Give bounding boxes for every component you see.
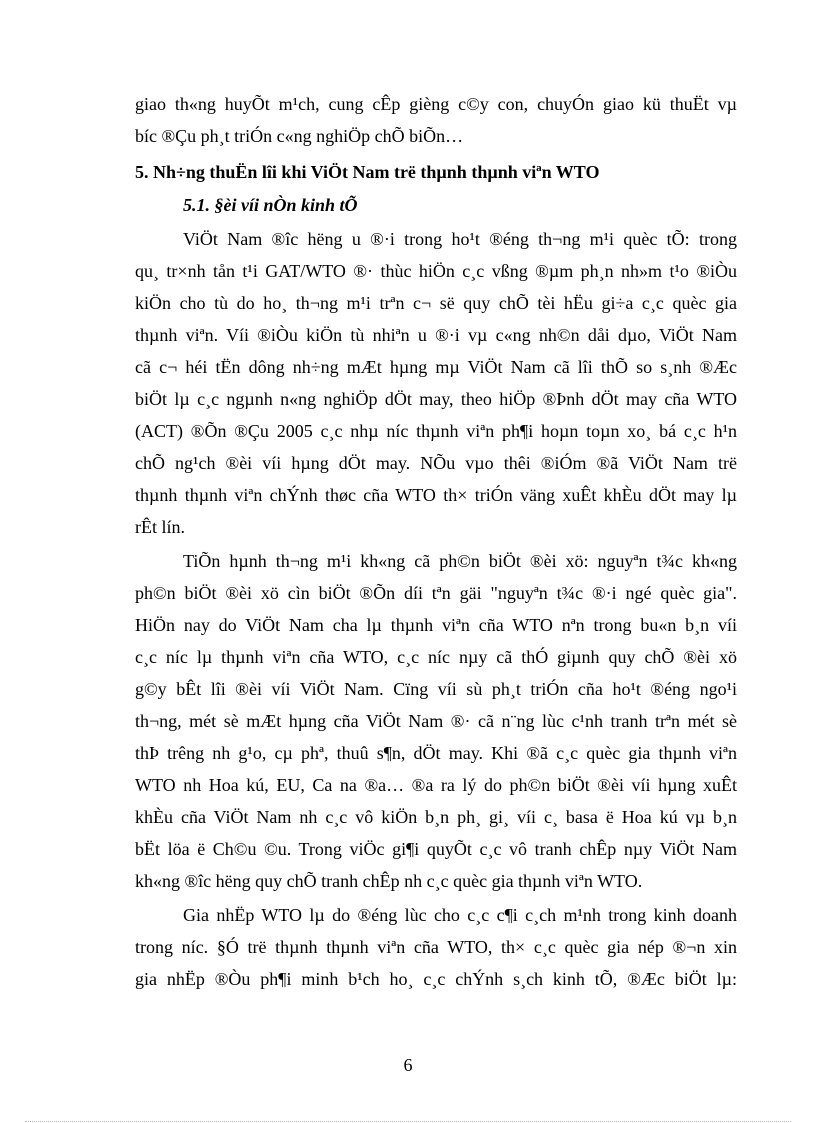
paragraph-line: thµnh thµnh viªn chÝnh thøc cña WTO th× triÓn väng xuÊt khÈu dÖt may lµ [135, 485, 737, 505]
paragraph-line: qu¸ tr×nh tån t¹i GAT/WTO ®· thùc hiÖn c¸c vßng ®µm ph¸n nh»m t¹o ®iÒu [135, 261, 737, 281]
paragraph-line: bËt löa ë Ch©u ©u. Trong viÖc gi¶i quyÕt c¸c vô tranh chÊp nµy ViÖt Nam [135, 839, 737, 859]
paragraph-line: WTO nh Hoa kú, EU, Ca na ®a… ®a ra lý do ph©n biÖt ®èi víi hµng xuÊt [135, 775, 737, 795]
paragraph-line: thÞ trêng nh g¹o, cµ phª, thuû s¶n, dÖt may. Khi ®ã c¸c quèc gia thµnh viªn [135, 743, 737, 763]
paragraph-line: ViÖt Nam ®îc hëng u ®·i trong ho¹t ®éng th¬ng m¹i quèc tÕ: trong [183, 229, 737, 249]
paragraph-line: kiÖn cho tù do ho¸ th¬ng m¹i trªn c¬ së quy chÕ tèi hËu gi÷a c¸c quèc gia [135, 293, 737, 313]
paragraph-line: c¸c níc lµ thµnh viªn cña WTO, c¸c níc nµy cã thÓ giµnh quy chÕ ®èi xö [135, 647, 737, 667]
section-heading: 5. Nh÷ng thuËn lîi khi ViÖt Nam trë thµnh thµnh viªn WTO [135, 162, 600, 182]
paragraph-line: rÊt lín. [135, 517, 185, 537]
paragraph-line: gia nhËp ®Òu ph¶i minh b¹ch ho¸ c¸c chÝnh s¸ch kinh tÕ, ®Æc biÖt lµ: [135, 969, 737, 989]
paragraph-line: khÈu cña ViÖt Nam nh c¸c vô kiÖn b¸n ph¸ gi¸ víi c¸ basa ë Hoa kú vµ b¸n [135, 807, 737, 827]
paragraph-line: th¬ng, mét sè mÆt hµng cña ViÖt Nam ®· cã n¨ng lùc c¹nh tranh trªn mét sè [135, 711, 737, 731]
paragraph-line: cã c¬ héi tËn dông nh÷ng mÆt hµng mµ ViÖt Nam cã lîi thÕ so s¸nh ®Æc [135, 357, 737, 377]
paragraph-line: chÕ ng¹ch ®èi víi hµng dÖt may. NÕu vµo thêi ®iÓm ®ã ViÖt Nam trë [135, 453, 737, 473]
page-bottom-divider [25, 1121, 791, 1122]
paragraph-line: biÖt lµ c¸c ngµnh n«ng nghiÖp dÖt may, theo hiÖp ®Þnh dÖt may cña WTO [135, 389, 737, 409]
paragraph-line: giao th«ng huyÕt m¹ch, cung cÊp gièng c©y con, chuyÓn giao kü thuËt vµ [135, 94, 737, 114]
paragraph-line: kh«ng ®îc hëng quy chÕ tranh chÊp nh c¸c quèc gia thµnh viªn WTO. [135, 871, 643, 891]
paragraph-line: TiÕn hµnh th¬ng m¹i kh«ng cã ph©n biÖt ®èi xö: nguyªn t¾c kh«ng [183, 551, 737, 571]
paragraph-line: Gia nhËp WTO lµ do ®éng lùc cho c¸c c¶i c¸ch m¹nh trong kinh doanh [183, 905, 737, 925]
paragraph-line: g©y bÊt lîi ®èi víi ViÖt Nam. Cïng víi sù ph¸t triÓn cña ho¹t ®éng ngo¹i [135, 679, 737, 699]
page-number: 6 [403, 1055, 413, 1075]
paragraph-line: (ACT) ®Õn ®Çu 2005 c¸c nhµ níc thµnh viªn ph¶i hoµn toµn xo¸ bá c¸c h¹n [135, 421, 737, 441]
subsection-heading: 5.1. §èi víi nÒn kinh tÕ [183, 195, 358, 215]
paragraph-line: trong níc. §Ó trë thµnh thµnh viªn cña WTO, th× c¸c quèc gia nép ®¬n xin [135, 937, 737, 957]
paragraph-line: ph©n biÖt ®èi xö cìn biÖt ®Õn díi tªn gäi "nguyªn t¾c ®·i ngé quèc gia". [135, 583, 737, 603]
paragraph-line: HiÖn nay do ViÖt Nam cha lµ thµnh viªn cña WTO nªn trong bu«n b¸n víi [135, 615, 737, 635]
paragraph-line: bíc ®Çu ph¸t triÓn c«ng nghiÖp chÕ biÕn… [135, 126, 464, 146]
paragraph-line: thµnh viªn. Víi ®iÒu kiÖn tù nhiªn u ®·i vµ c«ng nh©n dåi dµo, ViÖt Nam [135, 325, 737, 345]
